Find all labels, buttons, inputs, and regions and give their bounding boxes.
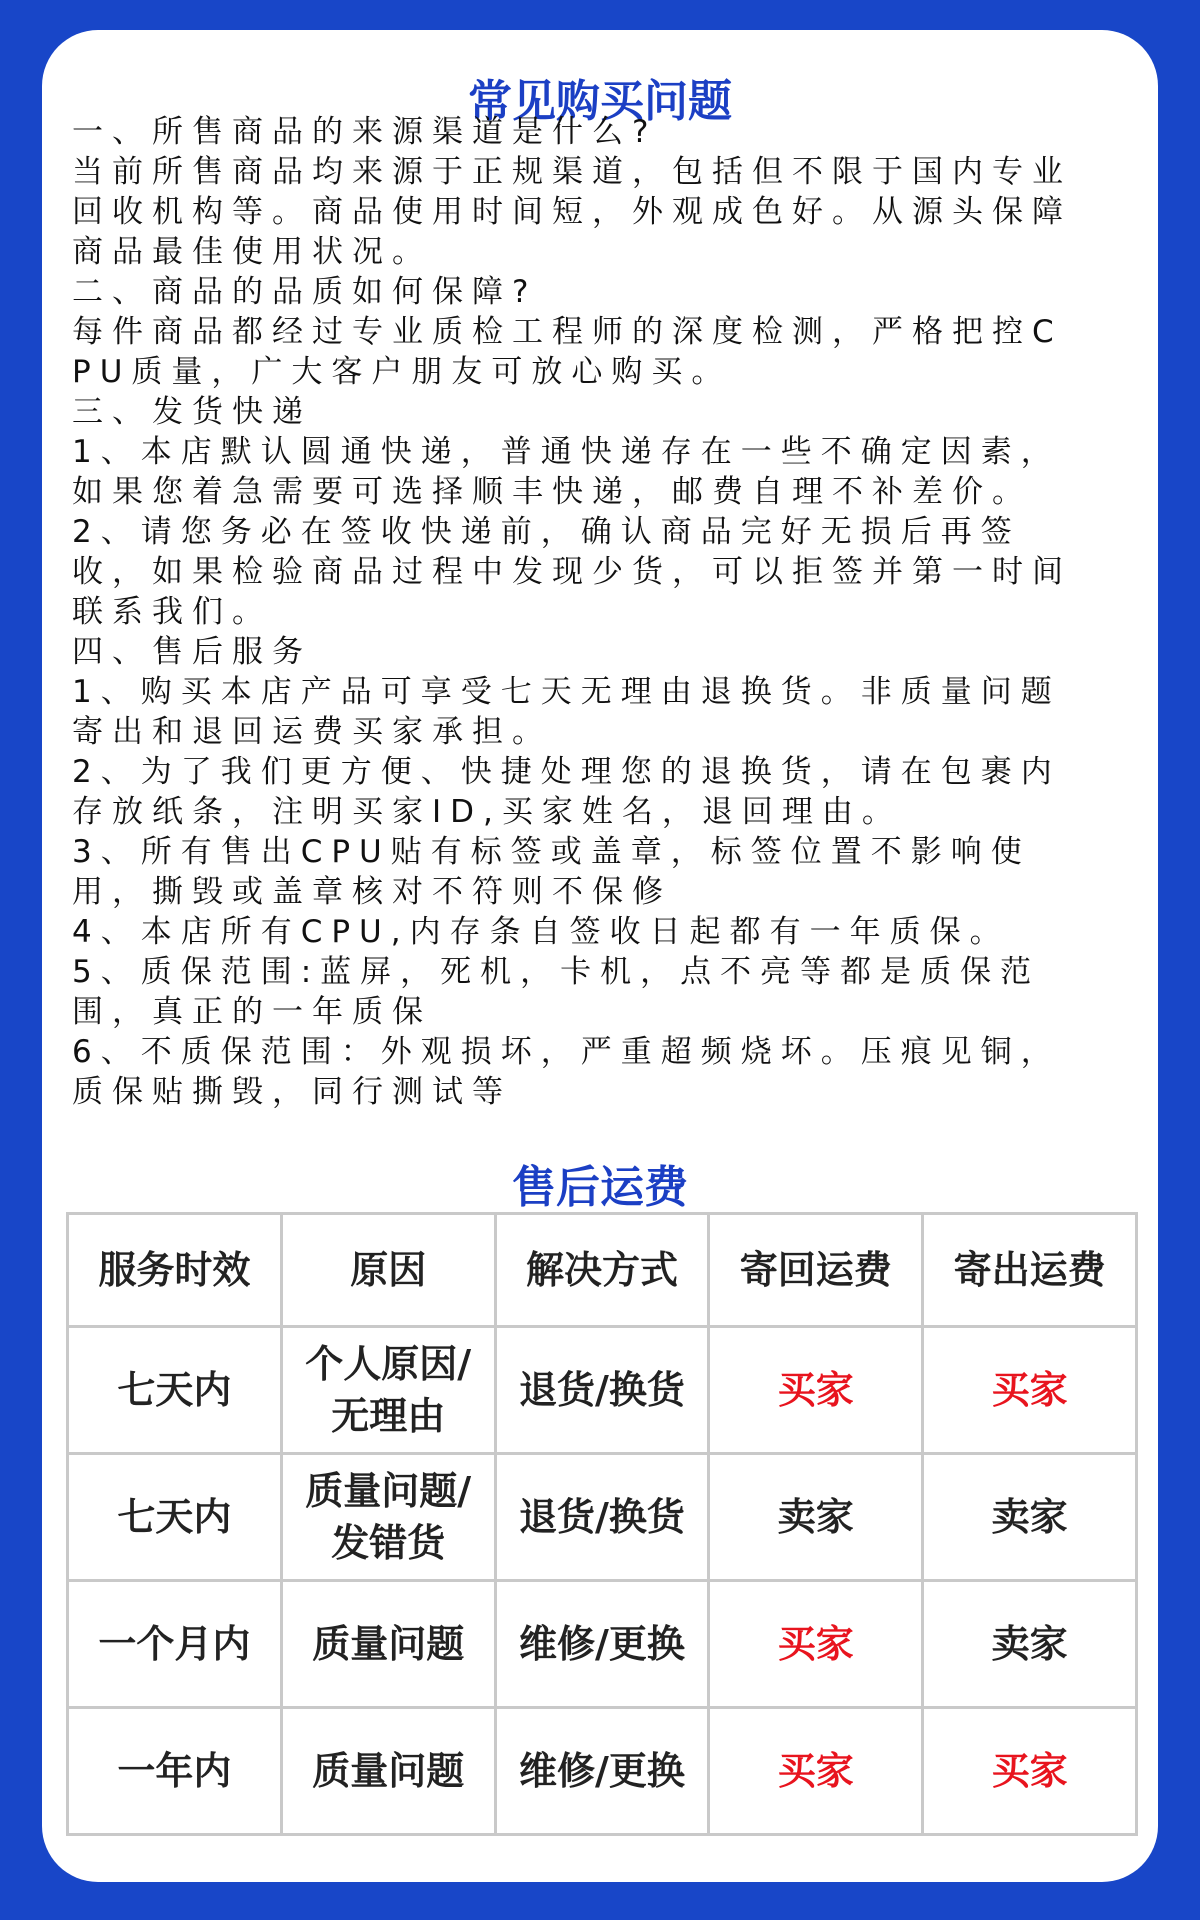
faq-line: 一、所售商品的来源渠道是什么? — [72, 114, 658, 150]
header-reason: 原因 — [281, 1214, 495, 1327]
faq-line: 用，撕毁或盖章核对不符则不保修 — [72, 874, 672, 910]
faq-line: 1、本店默认圆通快递，普通快递存在一些不确定因素， — [72, 434, 1061, 470]
table-row — [68, 1454, 1137, 1581]
cell-send-fee: 卖家 — [923, 1454, 1137, 1581]
cell-period: 一个月内 — [68, 1581, 282, 1708]
cell-solution: 维修/更换 — [495, 1581, 709, 1708]
cell-solution: 退货/换货 — [495, 1327, 709, 1454]
faq-title: 常见购买问题 — [468, 76, 732, 127]
header-solution: 解决方式 — [495, 1214, 709, 1327]
table-row — [68, 1581, 1137, 1708]
fee-header-row — [68, 1214, 1137, 1327]
table-row — [68, 1708, 1137, 1835]
cell-send-fee: 卖家 — [923, 1581, 1137, 1708]
cell-return-fee: 买家 — [709, 1708, 923, 1835]
faq-line: 如果您着急需要可选择顺丰快递，邮费自理不补差价。 — [72, 474, 1032, 510]
faq-line: 质保贴撕毁，同行测试等 — [72, 1074, 512, 1110]
content-card — [42, 30, 1158, 1882]
fee-table — [66, 1212, 1138, 1836]
faq-line: 寄出和退回运费买家承担。 — [72, 714, 552, 750]
faq-line: 存放纸条，注明买家ID,买家姓名，退回理由。 — [72, 794, 902, 830]
cell-reason: 质量问题/发错货 — [281, 1454, 495, 1581]
header-return-fee: 寄回运费 — [709, 1214, 923, 1327]
faq-line: 当前所售商品均来源于正规渠道，包括但不限于国内专业 — [72, 154, 1072, 190]
cell-send-fee: 买家 — [923, 1327, 1137, 1454]
faq-line: 4、本店所有CPU,内存条自签收日起都有一年质保。 — [72, 914, 1010, 950]
cell-return-fee: 买家 — [709, 1581, 923, 1708]
fee-title: 售后运费 — [512, 1162, 688, 1213]
cell-reason: 个人原因/无理由 — [281, 1327, 495, 1454]
faq-line: 收，如果检验商品过程中发现少货，可以拒签并第一时间 — [72, 554, 1072, 590]
faq-line: 每件商品都经过专业质检工程师的深度检测，严格把控C — [72, 314, 1063, 350]
header-send-fee: 寄出运费 — [923, 1214, 1137, 1327]
faq-line: 四、售后服务 — [72, 634, 312, 670]
faq-line: 三、发货快递 — [72, 394, 312, 430]
table-row — [68, 1327, 1137, 1454]
header-period: 服务时效 — [68, 1214, 282, 1327]
faq-line: PU质量，广大客户朋友可放心购买。 — [72, 354, 732, 390]
faq-line: 二、商品的品质如何保障? — [72, 274, 538, 310]
faq-line: 1、购买本店产品可享受七天无理由退换货。非质量问题 — [72, 674, 1061, 710]
faq-line: 2、为了我们更方便、快捷处理您的退换货，请在包裹内 — [72, 754, 1061, 790]
cell-return-fee: 买家 — [709, 1327, 923, 1454]
faq-line: 5、质保范围:蓝屏，死机，卡机，点不亮等都是质保范 — [72, 954, 1041, 990]
cell-period: 七天内 — [68, 1454, 282, 1581]
faq-line: 2、请您务必在签收快递前，确认商品完好无损后再签 — [72, 514, 1021, 550]
cell-return-fee: 卖家 — [709, 1454, 923, 1581]
cell-period: 七天内 — [68, 1327, 282, 1454]
faq-line: 6、不质保范围：外观损坏，严重超频烧坏。压痕见铜， — [72, 1034, 1061, 1070]
cell-reason: 质量问题 — [281, 1708, 495, 1835]
faq-text — [72, 112, 1152, 1112]
faq-line: 回收机构等。商品使用时间短，外观成色好。从源头保障 — [72, 194, 1072, 230]
faq-line: 3、所有售出CPU贴有标签或盖章，标签位置不影响使 — [72, 834, 1031, 870]
cell-send-fee: 买家 — [923, 1708, 1137, 1835]
faq-line: 联系我们。 — [72, 594, 272, 630]
faq-line: 商品最佳使用状况。 — [72, 234, 432, 270]
cell-solution: 维修/更换 — [495, 1708, 709, 1835]
cell-reason: 质量问题 — [281, 1581, 495, 1708]
cell-period: 一年内 — [68, 1708, 282, 1835]
cell-solution: 退货/换货 — [495, 1454, 709, 1581]
faq-line: 围，真正的一年质保 — [72, 994, 432, 1030]
